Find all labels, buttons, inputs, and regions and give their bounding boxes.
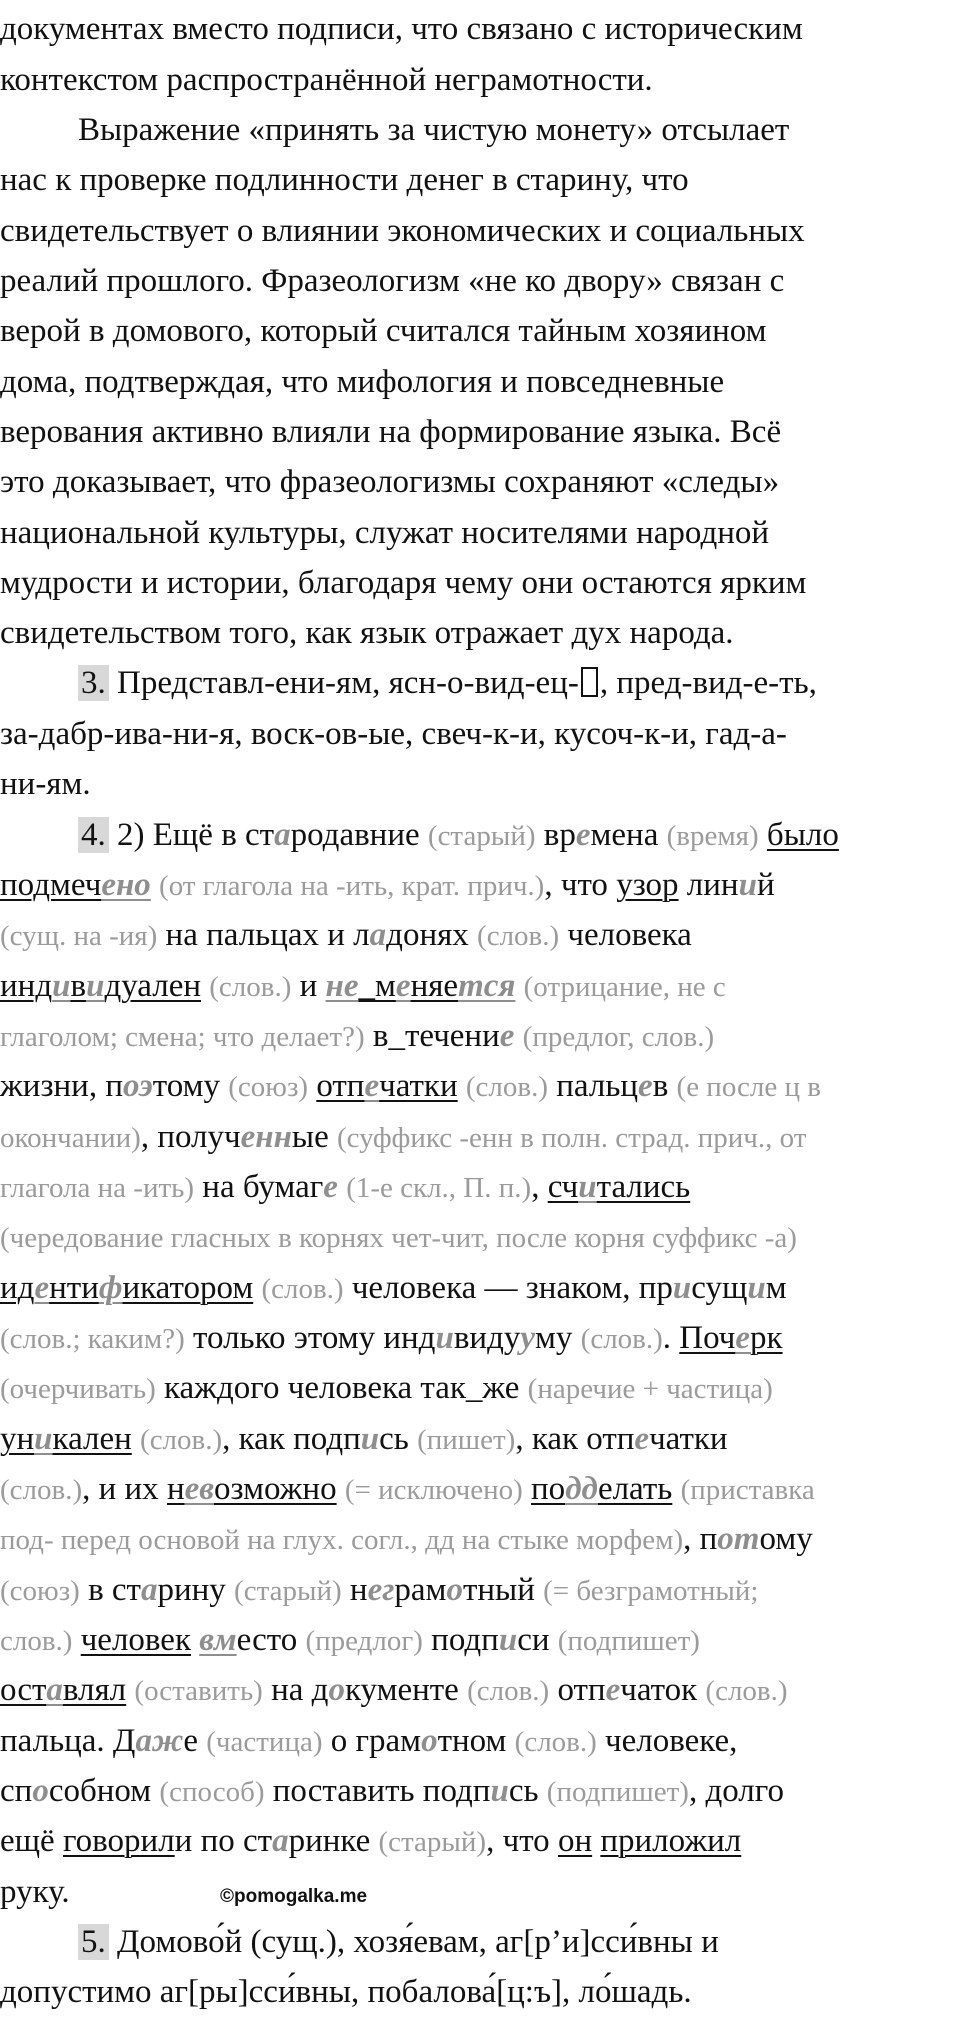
text-line-p5b	[0, 1967, 692, 2017]
text-line-p4h	[0, 1162, 690, 1212]
grammar-note: слов.)	[0, 1625, 73, 1657]
text-segment: е	[183, 1723, 207, 1759]
text-segment	[515, 968, 523, 1004]
highlighted-letter: от	[717, 1521, 760, 1557]
highlighted-letter: о	[421, 1723, 438, 1759]
underlined-word: инд	[0, 968, 53, 1004]
grammar-note: (отрицание, не с	[523, 971, 726, 1003]
text-segment: ринке	[288, 1823, 379, 1859]
text-line-p4t	[0, 1766, 784, 1816]
text-line-p4f	[0, 1061, 821, 1111]
text-line-p4d	[0, 961, 726, 1011]
text-segment: Выражение «принять за чистую монету» отсылает	[78, 112, 790, 148]
underlined-word: нти	[49, 1270, 99, 1306]
grammar-note: (слов.)	[580, 1323, 663, 1355]
grammar-note: (пишет)	[417, 1424, 516, 1456]
text-segment: сь	[508, 1773, 547, 1809]
underlined-word: сч	[547, 1169, 579, 1205]
text-line-p2g	[0, 407, 781, 457]
highlighted-letter: и	[672, 1270, 692, 1306]
text-line-p2h	[0, 457, 779, 507]
grammar-note: (сущ. на -ия)	[0, 920, 158, 952]
underlined-word: ун	[0, 1421, 35, 1457]
grammar-note: (старый)	[234, 1575, 342, 1607]
text-segment: реалий прошлого. Фразеологизм «не ко двору» связан с	[0, 263, 785, 299]
text-line-p4r	[0, 1665, 788, 1715]
text-segment	[672, 1471, 680, 1507]
text-line-p3c	[0, 759, 91, 809]
highlighted-letter: ено	[101, 867, 151, 903]
underlined-word: человек	[80, 1622, 191, 1658]
text-line-p4k	[0, 1313, 783, 1363]
grammar-note: (очерчивать)	[0, 1373, 156, 1405]
text-segment: ому	[759, 1521, 813, 1557]
text-segment: мудрости и истории, благодаря чему они остаются ярким	[0, 565, 807, 601]
text-segment: ещё	[0, 1823, 63, 1859]
grammar-note: (= безграмотный;	[543, 1575, 759, 1607]
highlighted-letter: у	[520, 1320, 536, 1356]
text-line-p4s	[0, 1716, 737, 1766]
text-line-p2k	[0, 608, 734, 658]
text-segment: тном	[437, 1723, 515, 1759]
text-segment: рину	[157, 1572, 235, 1608]
highlighted-letter: о	[328, 1672, 345, 1708]
highlighted-letter: и	[498, 1622, 518, 1658]
grammar-note: (слов.)	[261, 1273, 344, 1305]
text-segment: в ст	[79, 1572, 141, 1608]
highlighted-letter: ф	[98, 1270, 123, 1306]
text-segment: ые	[291, 1119, 337, 1155]
grammar-note: окончании)	[0, 1122, 141, 1154]
underlined-word: няе	[410, 968, 459, 1004]
text-line-p2b	[0, 155, 689, 205]
grammar-note: (слов.)	[705, 1675, 788, 1707]
underlined-word: ост	[0, 1672, 47, 1708]
grammar-note: глагола на -ить)	[0, 1172, 195, 1204]
grammar-note: (оставить)	[134, 1675, 263, 1707]
text-segment: собном	[48, 1773, 160, 1809]
text-line-p4a	[78, 810, 839, 860]
text-segment	[151, 867, 159, 903]
text-segment: си	[517, 1622, 558, 1658]
highlighted-letter: е	[499, 1018, 515, 1054]
highlighted-letter: и	[86, 968, 105, 1004]
text-segment: верой в домового, который считался тайным хозяином	[0, 313, 767, 349]
highlighted-letter: е	[34, 1270, 50, 1306]
text-line-p4i	[0, 1212, 797, 1262]
highlighted-letter: е	[735, 1320, 751, 1356]
text-segment: , как подп	[222, 1421, 361, 1457]
highlighted-letter: а	[274, 817, 291, 853]
text-segment: тный	[462, 1572, 544, 1608]
text-segment: Представл-ени-ям, ясн-о-вид-ец-	[108, 665, 579, 701]
text-segment: сп	[0, 1773, 33, 1809]
text-segment: есто	[236, 1622, 306, 1658]
text-segment: контекстом распространённой неграмотности.	[0, 62, 653, 98]
text-segment: в	[652, 1068, 677, 1104]
text-segment: только этому инд	[184, 1320, 436, 1356]
text-segment: и по ст	[174, 1823, 273, 1859]
grammar-note: (союз)	[228, 1071, 309, 1103]
highlighted-letter: и	[34, 1421, 53, 1457]
underlined-word: елать	[597, 1471, 673, 1507]
grammar-note: (= исключено)	[344, 1474, 523, 1506]
underlined-word: было	[766, 817, 839, 853]
grammar-note: (слов.)	[477, 920, 560, 952]
text-line-p2f	[0, 357, 724, 407]
highlighted-letter: ев	[184, 1471, 214, 1507]
text-segment: виду	[453, 1320, 521, 1356]
text-line-p4m	[0, 1414, 728, 1464]
text-segment: , получ	[140, 1119, 241, 1155]
empty-suffix-box	[581, 667, 598, 697]
text-segment: вр	[535, 817, 576, 853]
text-segment: национальной культуры, служат носителями народной	[0, 515, 770, 551]
grammar-note: (способ)	[159, 1776, 265, 1808]
text-segment: , что	[486, 1823, 558, 1859]
text-line-p4p	[0, 1565, 758, 1615]
grammar-note: (слов.)	[467, 1675, 550, 1707]
text-line-p2i	[0, 508, 769, 558]
text-line-p4g	[0, 1112, 806, 1162]
text-segment: донях	[386, 917, 478, 953]
underlined-word: он	[557, 1823, 593, 1859]
grammar-note: под- перед основой на глух. согл., дд на стыке морфем)	[0, 1524, 684, 1556]
text-segment: допустимо аг[ры]сси́вны, побалова́[ц:ъ], ло́шадь.	[0, 1974, 692, 2010]
underlined-word: говорил	[62, 1823, 175, 1859]
text-segment: й	[756, 867, 775, 903]
text-segment: чатки	[649, 1421, 728, 1457]
text-segment: за-дабр-ива-ни-я, воск-ов-ые, свеч-к-и, кусоч-к-и, гад-а-	[0, 716, 787, 752]
highlighted-letter: и	[747, 1270, 766, 1306]
text-line-p5a	[78, 1917, 719, 1967]
highlighted-letter: о	[32, 1773, 49, 1809]
highlighted-letter: вм	[199, 1622, 237, 1658]
highlighted-letter: дд	[565, 1471, 598, 1507]
text-segment: это доказывает, что фразеологизмы сохраняют «следы»	[0, 464, 780, 500]
text-segment: рам	[394, 1572, 447, 1608]
highlighted-letter: а	[46, 1672, 63, 1708]
text-line-p3a	[78, 658, 817, 708]
grammar-note: (союз)	[0, 1575, 80, 1607]
underlined-word: отп	[316, 1068, 365, 1104]
highlighted-letter: и	[360, 1421, 380, 1457]
text-segment: документах вместо подписи, что связано с историческим	[0, 11, 803, 47]
text-segment: родавние	[290, 817, 428, 853]
highlighted-letter: е	[395, 968, 411, 1004]
highlighted-letter: ег	[367, 1572, 395, 1608]
text-line-p4l	[0, 1363, 773, 1413]
underlined-word: озможно	[214, 1471, 337, 1507]
underlined-word: приложил	[600, 1823, 742, 1859]
grammar-note: (приставка	[680, 1474, 815, 1506]
highlighted-letter: е	[364, 1068, 380, 1104]
text-segment: лин	[678, 867, 739, 903]
text-segment: человеке,	[596, 1723, 738, 1759]
text-segment: ни-ям.	[0, 766, 91, 802]
text-line-p4u	[0, 1816, 741, 1866]
text-line-p1a	[0, 4, 803, 54]
highlighted-letter: е	[605, 1672, 621, 1708]
text-segment: пальц	[548, 1068, 639, 1104]
text-segment: человека — знаком, пр	[343, 1270, 673, 1306]
text-segment: мена	[590, 817, 667, 853]
highlighted-letter: е	[575, 817, 591, 853]
text-segment: чаток	[620, 1672, 706, 1708]
grammar-note: (частица)	[206, 1726, 323, 1758]
text-segment: , как отп	[515, 1421, 635, 1457]
underlined-word: н	[166, 1471, 185, 1507]
grammar-note: (слов.; каким?)	[0, 1323, 185, 1355]
text-segment	[759, 817, 767, 853]
grammar-note: (время)	[666, 820, 759, 852]
text-segment: поставить подп	[264, 1773, 491, 1809]
underlined-word: по	[531, 1471, 566, 1507]
highlighted-letter: е	[638, 1068, 653, 1104]
grammar-note: (старый)	[427, 820, 536, 852]
underlined-word: икатором	[122, 1270, 254, 1306]
text-line-p2e	[0, 306, 767, 356]
text-line-p4v	[0, 1867, 70, 1917]
underlined-word: ид	[0, 1270, 35, 1306]
text-segment: подп	[422, 1622, 499, 1658]
text-segment: дома, подтверждая, что мифология и повседневные	[0, 364, 725, 400]
text-segment: , п	[683, 1521, 718, 1557]
grammar-note: (слов.)	[465, 1071, 548, 1103]
grammar-note: (подпишет)	[557, 1625, 700, 1657]
task-number: 3.	[78, 665, 109, 701]
text-segment: му	[535, 1320, 581, 1356]
grammar-note: (старый)	[378, 1826, 487, 1858]
text-segment	[191, 1622, 199, 1658]
grammar-note: (слов.)	[209, 971, 292, 1003]
text-segment	[514, 1018, 522, 1054]
text-segment: ,	[531, 1169, 548, 1205]
highlighted-letter: енн	[240, 1119, 292, 1155]
grammar-note: (чередование гласных в корнях чет-чит, после корня суффикс -а)	[0, 1222, 797, 1254]
underlined-word: дуален	[104, 968, 202, 1004]
text-segment: свидетельством того, как язык отражает дух народа.	[0, 615, 734, 651]
underlined-word: чатки	[379, 1068, 458, 1104]
underlined-word: рк	[750, 1320, 783, 1356]
grammar-note: (суффикс -енн в полн. страд. прич., от	[336, 1122, 807, 1154]
highlighted-letter: тся	[458, 968, 516, 1004]
highlighted-letter: е	[323, 1169, 338, 1205]
text-segment: руку.	[0, 1874, 70, 1910]
text-line-p2j	[0, 558, 806, 608]
text-segment: каждого человека так_же	[155, 1370, 528, 1406]
text-segment: о грам	[322, 1723, 422, 1759]
text-segment: пальца. Д	[0, 1723, 136, 1759]
text-segment: сь	[379, 1421, 418, 1457]
highlighted-letter: о	[446, 1572, 463, 1608]
text-line-p4e	[0, 1011, 714, 1061]
highlighted-letter: и	[52, 968, 71, 1004]
text-segment: , что	[544, 867, 617, 903]
text-segment: сущ	[691, 1270, 748, 1306]
grammar-note: глаголом; смена; что делает?)	[0, 1021, 365, 1053]
watermark: ©pomogalka.me	[220, 1886, 368, 1907]
highlighted-letter: и	[738, 867, 757, 903]
highlighted-letter: оэ	[122, 1068, 153, 1104]
grammar-note: (наречие + частица)	[527, 1373, 773, 1405]
underlined-word: влял	[62, 1672, 127, 1708]
text-line-p1b	[0, 55, 653, 105]
underlined-word: подмеч	[0, 867, 102, 903]
grammar-note: (слов.)	[140, 1424, 223, 1456]
text-segment: на д	[262, 1672, 329, 1708]
text-segment: тому	[152, 1068, 229, 1104]
grammar-note: (предлог, слов.)	[522, 1021, 715, 1053]
text-segment: .	[662, 1320, 680, 1356]
text-segment: в_течени	[364, 1018, 500, 1054]
text-line-p4n	[0, 1464, 815, 1514]
text-segment	[338, 1169, 346, 1205]
text-segment: , пред-вид-е-ть,	[599, 665, 817, 701]
text-segment	[132, 1421, 140, 1457]
text-line-p4b	[0, 860, 775, 910]
text-segment	[458, 1068, 466, 1104]
text-segment	[72, 1622, 80, 1658]
grammar-note: (1-е скл., П. п.)	[346, 1172, 532, 1204]
underlined-word: Поч	[679, 1320, 736, 1356]
underlined-word: _м	[358, 968, 396, 1004]
grammar-note: (предлог)	[305, 1625, 423, 1657]
highlighted-letter: а	[369, 917, 387, 953]
text-segment	[337, 1471, 345, 1507]
highlighted-letter: а	[140, 1572, 158, 1608]
grammar-note: (слов.)	[514, 1726, 597, 1758]
highlighted-letter: и	[578, 1169, 597, 1205]
text-segment: Домово́й (сущ.), хозя́евам, аг[р’и]сси́вны и	[108, 1924, 719, 1960]
highlighted-letter: и	[490, 1773, 509, 1809]
grammar-note: (е после ц в	[676, 1071, 821, 1103]
text-segment: н	[341, 1572, 368, 1608]
text-segment: жизни, п	[0, 1068, 123, 1104]
task-number: 4.	[78, 817, 109, 853]
text-segment: верования активно влияли на формирование языка. Всё	[0, 414, 782, 450]
text-line-p4j	[0, 1263, 787, 1313]
underlined-word: узор	[616, 867, 679, 903]
text-segment: , и их	[82, 1471, 167, 1507]
text-line-p3b	[0, 709, 787, 759]
text-line-p4q	[0, 1615, 700, 1665]
underlined-word: кален	[52, 1421, 132, 1457]
text-line-p4o	[0, 1514, 813, 1564]
text-line-p2a	[78, 105, 789, 155]
text-line-p4c	[0, 910, 692, 960]
text-segment	[523, 1471, 531, 1507]
grammar-note: (слов.)	[0, 1474, 83, 1506]
text-segment: на пальцах и л	[157, 917, 370, 953]
text-segment: и	[291, 968, 326, 1004]
text-segment: нас к проверке подлинности денег в старину, что	[0, 162, 689, 198]
highlighted-letter: и	[435, 1320, 454, 1356]
grammar-note: (подпишет)	[546, 1776, 689, 1808]
text-segment: , долго	[688, 1773, 784, 1809]
task-number: 5.	[78, 1924, 109, 1960]
text-line-p2c	[0, 206, 805, 256]
highlighted-letter: аж	[135, 1723, 184, 1759]
text-line-p2d	[0, 256, 784, 306]
highlighted-letter: не	[325, 968, 359, 1004]
text-segment: свидетельствует о влиянии экономических и социальных	[0, 213, 805, 249]
text-segment: отп	[549, 1672, 606, 1708]
highlighted-letter: е	[634, 1421, 650, 1457]
highlighted-letter: а	[272, 1823, 289, 1859]
underlined-word: в	[70, 968, 87, 1004]
text-segment: на бумаг	[194, 1169, 324, 1205]
text-segment: человека	[559, 917, 692, 953]
text-segment: м	[765, 1270, 787, 1306]
underlined-word: тались	[596, 1169, 691, 1205]
grammar-note: (от глагола на -ить, крат. прич.)	[159, 870, 545, 902]
text-segment: 2) Ещё в ст	[108, 817, 275, 853]
text-segment: кументе	[344, 1672, 468, 1708]
